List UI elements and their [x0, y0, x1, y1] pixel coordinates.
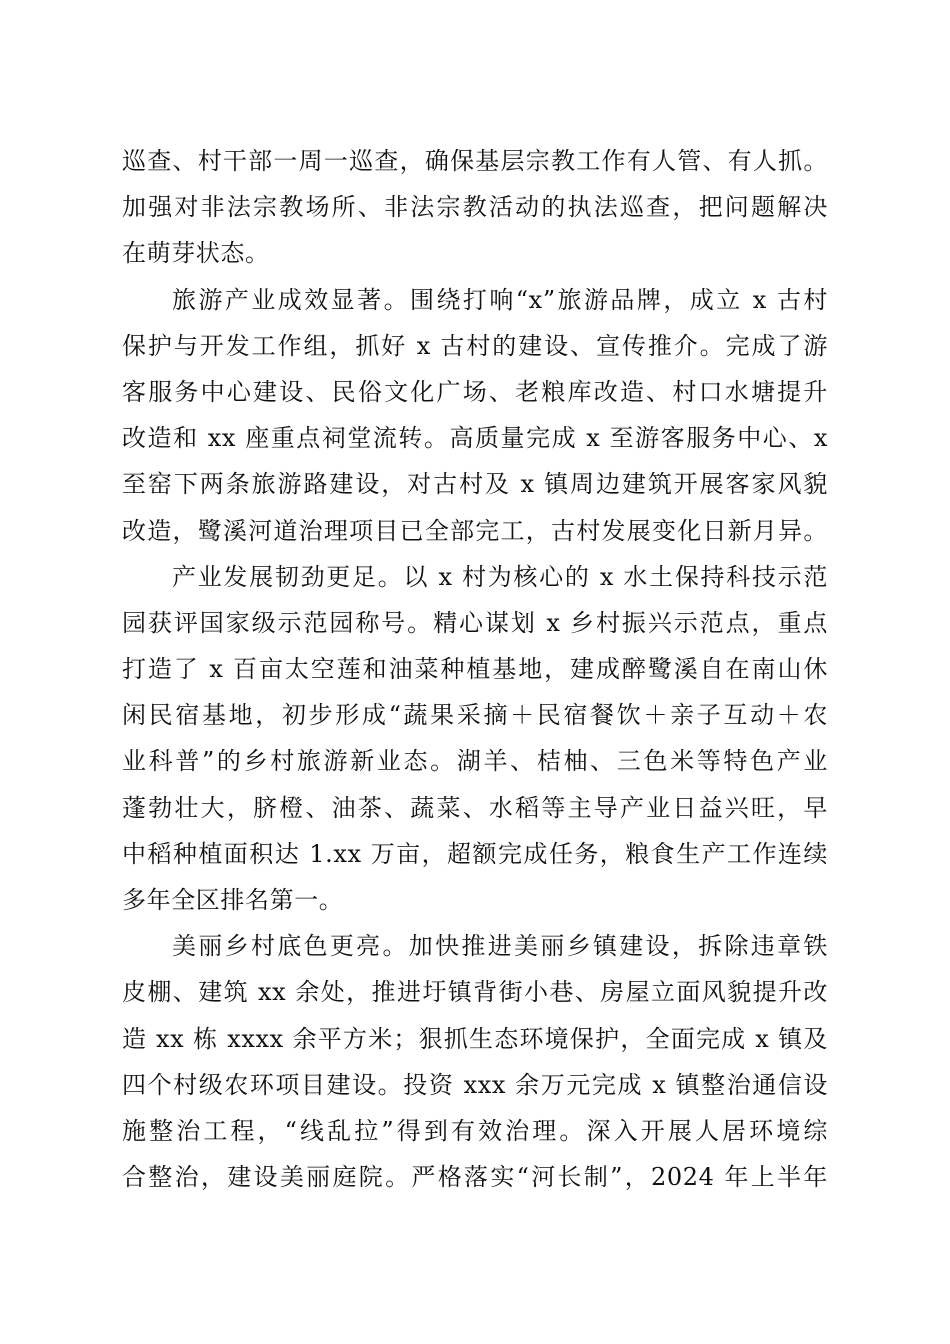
text-line: 造 xx 栋 xxxx 余平方米；狠抓生态环境保护，全面完成 x 镇及	[122, 1024, 828, 1053]
text-line: 多年全区排名第一。	[122, 886, 344, 914]
text-line: 施整治工程，“线乱拉”得到有效治理。深入开展人居环境综	[122, 1116, 828, 1145]
text-line: 改造，鹭溪河道治理项目已全部完工，古村发展变化日新月异。	[122, 516, 828, 545]
paragraph-heading-line: 产业发展韧劲更足。以 x 村为核心的 x 水土保持科技示范	[172, 562, 828, 591]
text-line: 在萌芽状态。	[122, 239, 270, 268]
paragraph-heading-line: 美丽乡村底色更亮。加快推进美丽乡镇建设，拆除违章铁	[172, 932, 828, 961]
text-line: 加强对非法宗教场所、非法宗教活动的执法巡查，把问题解决	[122, 193, 828, 222]
body-text	[122, 138, 828, 1200]
text-line: 改造和 xx 座重点祠堂流转。高质量完成 x 至游客服务中心、x	[122, 424, 828, 453]
text-line: 园获评国家级示范园称号。精心谋划 x 乡村振兴示范点，重点	[122, 608, 828, 637]
text-line: 蓬勃壮大，脐橙、油茶、蔬菜、水稻等主导产业日益兴旺，早	[122, 793, 828, 822]
paragraph-heading-line: 旅游产业成效显著。围绕打响“x”旅游品牌，成立 x 古村	[172, 285, 828, 314]
text-line: 闲民宿基地，初步形成“蔬果采摘＋民宿餐饮＋亲子互动＋农	[122, 701, 828, 730]
text-line: 中稻种植面积达 1.xx 万亩，超额完成任务，粮食生产工作连续	[122, 839, 828, 868]
text-line: 四个村级农环项目建设。投资 xxx 余万元完成 x 镇整治通信设	[122, 1070, 828, 1099]
text-line: 巡查、村干部一周一巡查，确保基层宗教工作有人管、有人抓。	[122, 147, 828, 175]
text-line: 保护与开发工作组，抓好 x 古村的建设、宣传推介。完成了游	[122, 331, 828, 360]
text-line: 打造了 x 百亩太空莲和油菜种植基地，建成醉鹭溪自在南山休	[122, 655, 828, 684]
text-line: 合整治，建设美丽庭院。严格落实“河长制”，2024 年上半年	[122, 1163, 828, 1192]
text-line: 至窑下两条旅游路建设，对古村及 x 镇周边建筑开展客家风貌	[122, 470, 828, 499]
text-line: 业科普”的乡村旅游新业态。湖羊、桔柚、三色米等特色产业	[122, 747, 828, 776]
text-line: 客服务中心建设、民俗文化广场、老粮库改造、村口水塘提升	[122, 377, 828, 406]
text-line: 皮棚、建筑 xx 余处，推进圩镇背街小巷、房屋立面风貌提升改	[122, 978, 828, 1007]
